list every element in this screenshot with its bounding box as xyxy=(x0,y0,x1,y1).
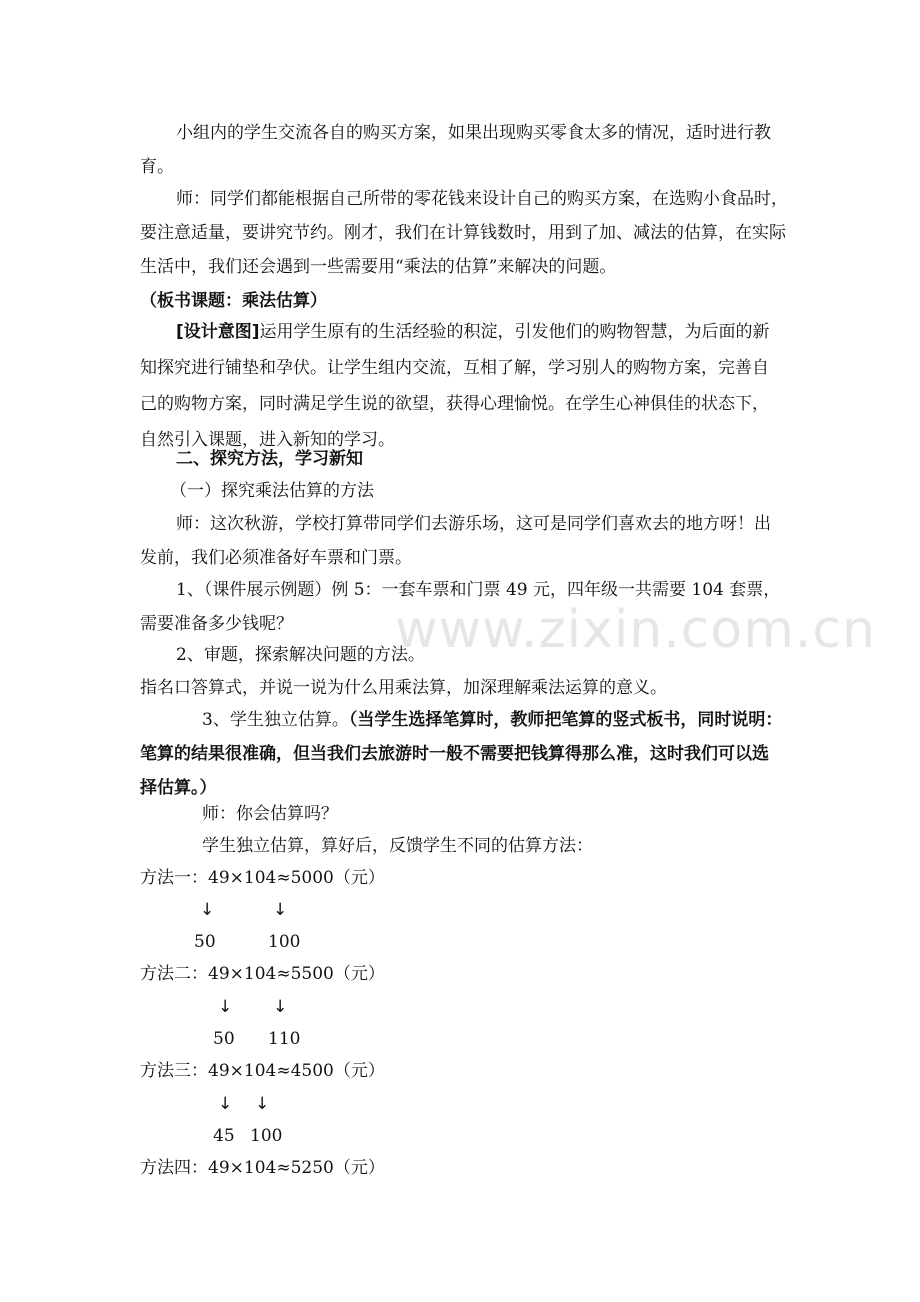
method-2-arrow-b: ↓ xyxy=(273,997,288,1017)
paragraph-oral-answer: 指名口答算式，并说一说为什么用乘法算，加深理解乘法运算的意义。 xyxy=(140,678,667,698)
method-2-value-b: 110 xyxy=(268,1029,301,1049)
method-3-label: 方法三：49×104≈4500（元） xyxy=(140,1061,385,1081)
board-title-note: （板书课题：乘法估算） xyxy=(140,291,327,311)
method-2-label: 方法二：49×104≈5500（元） xyxy=(140,964,385,984)
paragraph-group-exchange: 小组内的学生交流各自的购买方案，如果出现购买零食太多的情况，适时进行教育。 xyxy=(140,123,771,177)
step-item-3 xyxy=(140,703,785,805)
step-item-2: 2、审题，探索解决问题的方法。 xyxy=(176,645,425,665)
paragraph-teacher-trip: 师：这次秋游，学校打算带同学们去游乐场，这可是同学们喜欢去的地方呀！出发前，我们必须准备好车票和门票。 xyxy=(140,514,771,568)
step-3-text: 3、学生独立估算。 xyxy=(202,710,349,730)
method-1-value-b: 100 xyxy=(268,932,301,952)
design-intent-text: 运用学生原有的生活经验的积淀，引发他们的购物智慧，为后面的新知探究进行铺垫和孕伏。让学生组内交流，互相了解，学习别人的购物方案，完善自己的购物方案，同时满足学生说的欲望，获得心理愉悦。在学生心神俱佳的状态下，自然引入课题，进入新知的学习。 xyxy=(140,322,770,450)
paragraph-design-intent xyxy=(140,314,785,458)
paragraph-teacher-intro xyxy=(140,182,790,318)
step-3-note: （当学生选择笔算时，教师把笔算的竖式板书，同时说明：笔算的结果很准确，但当我们去旅游时一般不需要把钱算得那么准，这时我们可以选择估算。） xyxy=(140,710,783,798)
method-2-value-a: 50 xyxy=(213,1029,235,1049)
method-1-arrow-a: ↓ xyxy=(200,900,215,920)
design-intent-label: [设计意图] xyxy=(176,322,260,342)
method-1-arrow-b: ↓ xyxy=(273,900,288,920)
method-2-arrow-a: ↓ xyxy=(218,997,233,1017)
method-3-arrow-a: ↓ xyxy=(218,1094,233,1114)
example-item-1: 1、（课件展示例题）例 5：一套车票和门票 49 元，四年级一共需要 104 套票，需要准备多少钱呢？ xyxy=(140,580,781,634)
method-1-value-a: 50 xyxy=(194,932,216,952)
method-3-value-b: 100 xyxy=(250,1126,283,1146)
subsection-heading-1: （一）探究乘法估算的方法 xyxy=(170,481,374,501)
teacher-intro-text: 师：同学们都能根据自己所带的零花钱来设计自己的购买方案，在选购小食品时，要注意适量，要讲究节约。刚才，我们在计算钱数时，用到了加、减法的估算，在实际生活中，我们还会遇到一些需要用“乘法的估算”来解决的问题。 xyxy=(140,189,788,277)
teacher-question: 师：你会估算吗？ xyxy=(202,804,338,824)
method-4-label: 方法四：49×104≈5250（元） xyxy=(140,1158,385,1178)
method-3-value-a: 45 xyxy=(213,1126,235,1146)
paragraph-feedback: 学生独立估算，算好后，反馈学生不同的估算方法： xyxy=(202,836,593,856)
watermark: www.zixin.com.cn xyxy=(395,600,876,660)
method-1-label: 方法一：49×104≈5000（元） xyxy=(140,868,385,888)
section-heading-2: 二、探究方法，学习新知 xyxy=(176,449,363,469)
method-3-arrow-b: ↓ xyxy=(255,1094,270,1114)
